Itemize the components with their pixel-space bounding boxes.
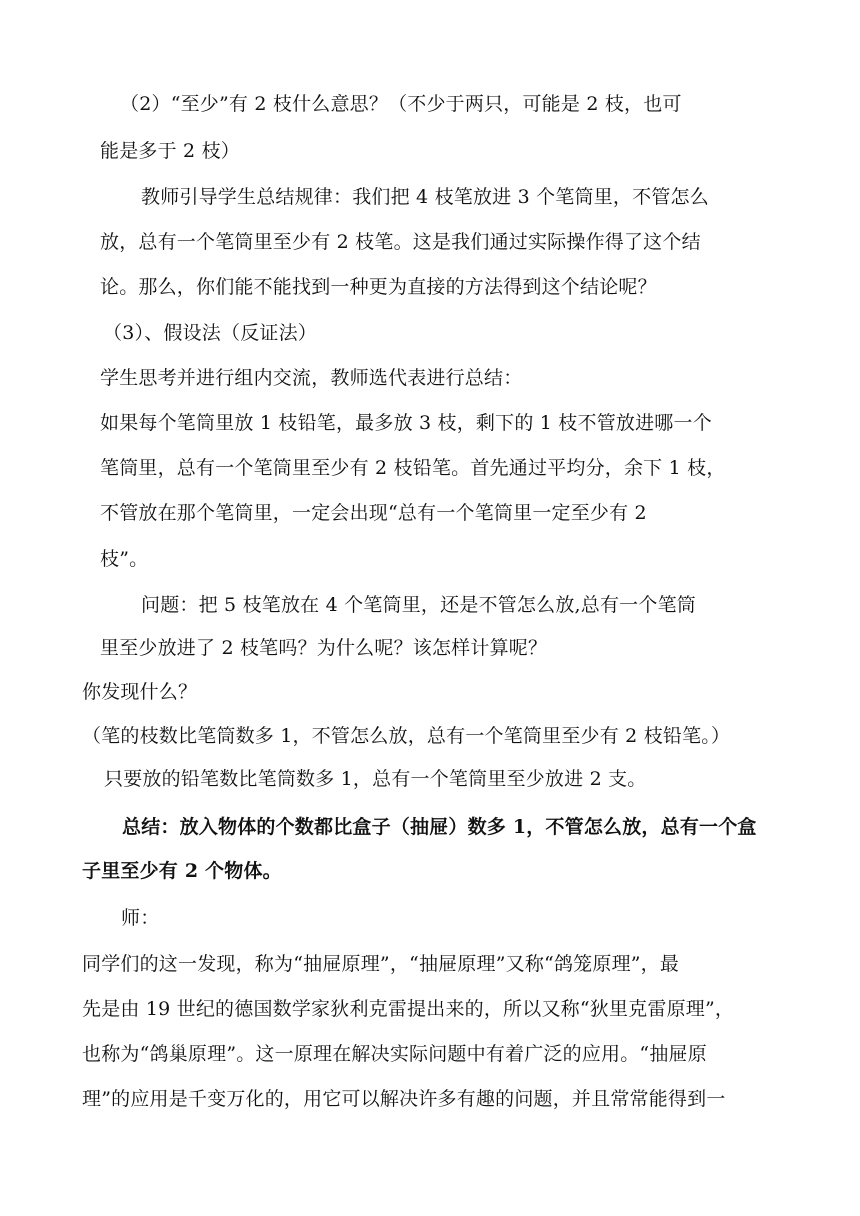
paragraph-line: 论。那么，你们能不能找到一种更为直接的方法得到这个结论呢？ [100, 276, 657, 298]
paragraph-line: 枝”。 [100, 548, 149, 570]
paragraph-line: 理”的应用是千变万化的，用它可以解决许多有趣的问题，并且常常能得到一 [82, 1088, 726, 1110]
summary-line: 子里至少有 2 个物体。 [82, 860, 282, 882]
paragraph-line: 学生思考并进行组内交流，教师选代表进行总结： [100, 367, 523, 389]
paragraph-line: （笔的枝数比笔筒数多 1，不管怎么放，总有一个笔筒里至少有 2 枝铅笔。） [82, 725, 731, 747]
paragraph-line: 如果每个笔筒里放 1 枝铅笔，最多放 3 枝，剩下的 1 枝不管放进哪一个 [100, 412, 712, 434]
paragraph-line: 先是由 19 世纪的德国数学家狄利克雷提出来的，所以又称“狄里克雷原理”， [82, 998, 735, 1020]
paragraph-line: 笔筒里，总有一个笔筒里至少有 2 枝铅笔。首先通过平均分，余下 1 枝， [100, 457, 726, 479]
paragraph-line: 问题：把 5 枝笔放在 4 个笔筒里，还是不管怎么放,总有一个笔筒 [141, 594, 696, 616]
summary-line: 总结：放入物体的个数都比盒子（抽屉）数多 1，不管怎么放，总有一个盒 [122, 816, 757, 838]
paragraph-line: 只要放的铅笔数比笔筒数多 1，总有一个笔筒里至少放进 2 支。 [104, 768, 647, 790]
paragraph-line: 同学们的这一发现，称为“抽屉原理”，“抽屉原理”又称“鸽笼原理”，最 [82, 953, 680, 975]
paragraph-line: 能是多于 2 枝） [100, 140, 240, 162]
paragraph-line: （2）“至少”有 2 枝什么意思？（不少于两只，可能是 2 枝，也可 [120, 93, 682, 115]
section-heading: （3）、假设法（反证法） [103, 322, 317, 344]
speaker-label: 师： [121, 907, 160, 929]
paragraph-line: 教师引导学生总结规律：我们把 4 枝笔放进 3 个笔筒里，不管怎么 [141, 186, 709, 208]
paragraph-line: 里至少放进了 2 枝笔吗？为什么呢？该怎样计算呢？ [100, 637, 548, 659]
paragraph-line: 也称为“鸽巢原理”。这一原理在解决实际问题中有着广泛的应用。“抽屉原 [82, 1043, 707, 1065]
paragraph-line: 不管放在那个笔筒里，一定会出现“总有一个笔筒里一定至少有 2 [100, 502, 647, 524]
paragraph-line: 你发现什么？ [82, 681, 198, 703]
paragraph-line: 放，总有一个笔筒里至少有 2 枝笔。这是我们通过实际操作得了这个结 [100, 231, 701, 253]
